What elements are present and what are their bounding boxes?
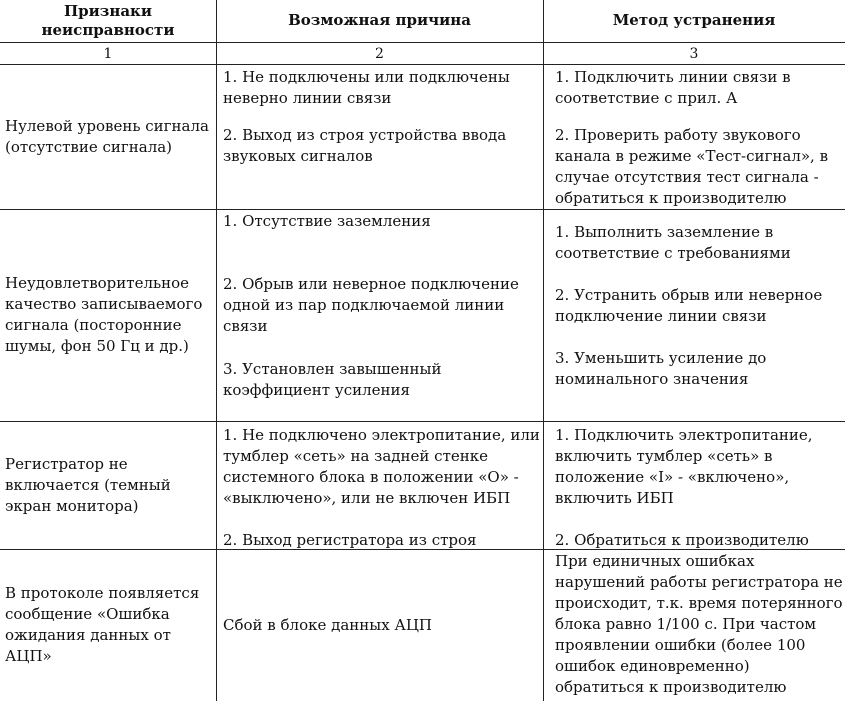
row-divider <box>0 42 845 43</box>
symptom-text: Неудовлетворительное качество записываемого сигнала (посторонние шумы, фон 50 Гц и др.) <box>5 274 203 355</box>
fix-item: 3. Уменьшить усиление до номинального значения <box>555 349 767 388</box>
table-row-symptom <box>5 209 213 421</box>
fix-item: 1. Подключить линии связи в соответствие с прил. А <box>555 68 791 107</box>
cause-item: 2. Выход из строя устройства ввода звуковых сигналов <box>223 126 507 165</box>
header-col-symptom: Признаки неисправности <box>41 2 175 39</box>
fix-item: 2. Проверить работу звукового канала в режиме «Тест-сигнал», в случае отсутствия тест сигнала - обратиться к производителю <box>555 126 829 207</box>
cause-item: 1. Не подключены или подключены неверно линии связи <box>223 68 510 107</box>
symptom-text: Нулевой уровень сигнала (отсутствие сигнала) <box>5 116 209 156</box>
cause-cell <box>223 549 541 701</box>
cause-item: 1. Не подключено электропитание, или тумблер «сеть» на задней стенке системного блока в положении «О» - «выключено», или не включен ИБП <box>223 426 540 507</box>
fix-item: При единичных ошибках нарушений работы регистратора не происходит, т.к. время потерянного блока равно 1/100 с. При частом проявлении ошибки (более 100 ошибок единовременно) обратиться к производителю <box>555 552 843 696</box>
cause-item: Сбой в блоке данных АЦП <box>223 615 432 634</box>
fix-item: 2. Обратиться к производителю <box>555 531 809 549</box>
cause-item: 2. Выход регистратора из строя <box>223 531 477 549</box>
column-number-1: 1 <box>103 46 113 62</box>
table-row-symptom <box>5 64 213 209</box>
table-row-symptom <box>5 421 213 549</box>
symptom-text: Регистратор не включается (темный экран монитора) <box>5 454 171 515</box>
column-number-2: 2 <box>375 46 384 62</box>
fix-item: 1. Подключить электропитание, включить тумблер «сеть» в положение «I» - «включено», включить ИБП <box>555 426 813 507</box>
column-number-3: 3 <box>689 46 699 62</box>
fix-item: 2. Устранить обрыв или неверное подключение линии связи <box>555 286 823 325</box>
cause-item: 1. Отсутствие заземления <box>223 212 431 230</box>
fix-item: 1. Выполнить заземление в соответствие с требованиями <box>555 223 791 262</box>
column-divider <box>216 0 217 701</box>
cause-item: 2. Обрыв или неверное подключение одной из пар подключаемой линии связи <box>223 275 519 335</box>
cause-item: 3. Установлен завышенный коэффициент усиления <box>223 360 442 399</box>
column-divider <box>543 0 544 701</box>
header-col-cause: Возможная причина <box>288 11 471 29</box>
table-row-symptom <box>5 549 213 701</box>
header-col-fix: Метод устранения <box>612 11 776 29</box>
symptom-text: В протоколе появляется сообщение «Ошибка ожидания данных от АЦП» <box>5 584 200 665</box>
